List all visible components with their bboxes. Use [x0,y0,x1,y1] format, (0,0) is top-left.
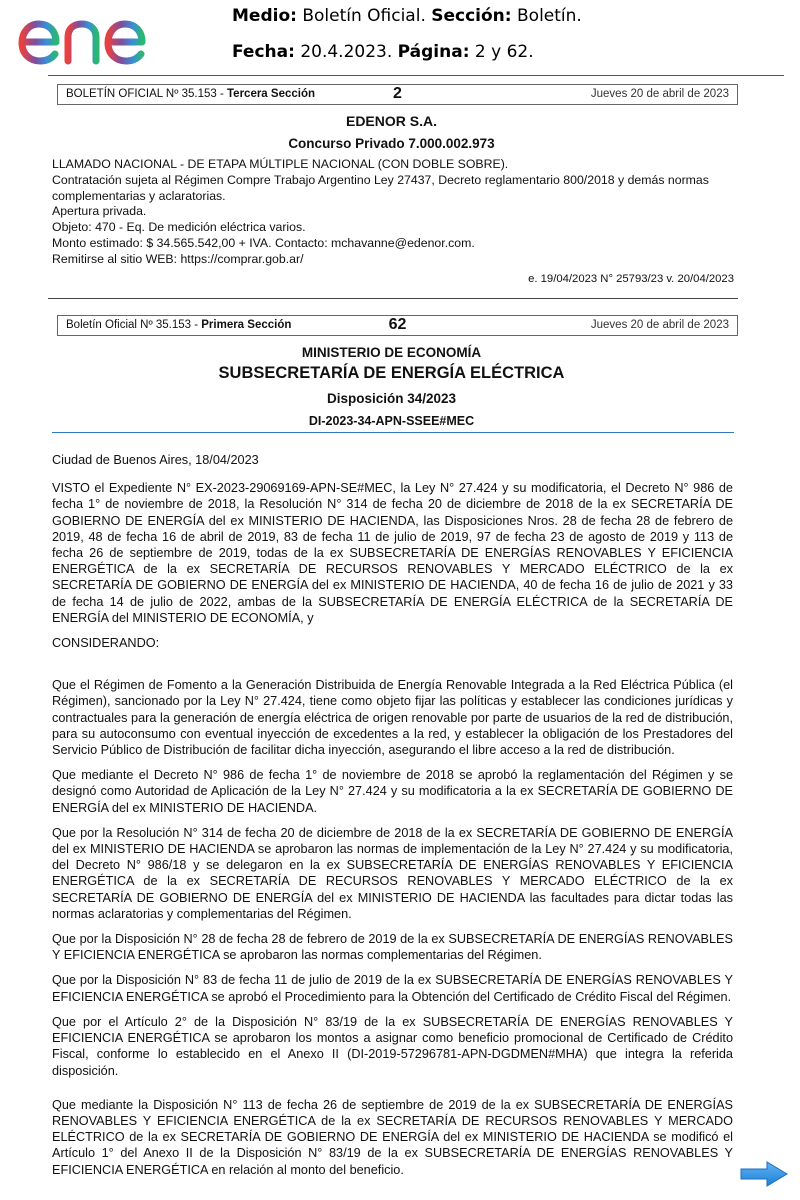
media-label: Medio: [232,6,297,26]
considerando-paragraph: Que mediante el Decreto N° 986 de fecha 1° de noviembre de 2018 se aprobó la reglamentación del Régimen y se designó como Autoridad de Aplicación de la Ley N° 27.424 y su modificatoria a la ex SECRETARÍA DE GOBIERNO DE ENERGÍA del ex MINISTERIO DE HACIENDA. [52,768,733,815]
considerando-paragraph: Que por la Resolución N° 314 de fecha 20 de diciembre de 2018 de la ex SECRETARÍA DE GOBIERNO DE ENERGÍA del ex MINISTERIO DE HACIENDA se aprobaron las normas de implementación de la Ley N° 27.424 y su modificatoria, del Decreto N° 986/18 y se delegaron en la ex SUBSECRETARÍA DE ENERGÍAS RENOVABLES Y EFICIENCIA ENERGÉTICA de la ex SECRETARÍA DE RECURSOS RENOVABLES Y MERCADO ELÉCTRICO de la ex SECRETARÍA DE GOBIERNO DE ENERGÍA del ex MINISTERIO DE HACIENDA las facultades para dictar todas las normas aclaratorias y complementarias del Régimen. [52,825,733,921]
notice-subtitle: Concurso Privado 7.000.002.973 [288,136,495,151]
title-underline [52,432,734,433]
disposicion-title: Disposición 34/2023 [326,391,457,406]
masthead-date: Jueves 20 de abril de 2023 [590,88,729,100]
considerando-paragraph: Que por la Disposición N° 83 de fecha 11 de julio de 2019 de la ex SUBSECRETARÍA DE ENERGÍAS RENOVABLES Y EFICIENCIA ENERGÉTICA se aprobó el Procedimiento para la Obtención del Certificado de Crédito Fiscal del Régimen. [52,973,733,1004]
page-label: Página: [397,42,470,62]
notice-line: Apertura privada. [52,204,147,219]
visto-paragraph: VISTO el Expediente N° EX-2023-29069169-APN-SE#MEC, la Ley N° 27.424 y su modificatoria, el Decreto N° 986 de fecha 1° de noviembre de 2018, la Resolución N° 314 de fecha 20 de diciembre de 2018 de la ex SECRETARÍA DE GOBIERNO DE ENERGÍA del ex MINISTERIO DE HACIENDA, las Disposiciones Nros. 28 de fecha 28 de febrero de 2019, 48 de fecha 16 de abril de 2019, 83 de fecha 11 de julio de 2019, 97 de fecha 23 de agosto de 2019 y 113 de fecha 26 de septiembre de 2019, todas de la ex SUBSECRETARÍA DE ENERGÍAS RENOVABLES Y EFICIENCIA ENERGÉTICA de la ex SECRETARÍA DE RECURSOS RENOVABLES Y MERCADO ELÉCTRICO de la ex SECRETARÍA DE GOBIERNO DE ENERGÍA del ex MINISTERIO DE HACIENDA, 40 de fecha 16 de julio de 2021 y 33 de fecha 14 de julio de 2022, ambas de la SUBSECRETARÍA DE ENERGÍA ELÉCTRICA de la SECRETARÍA DE ENERGÍA del MINISTERIO DE ECONOMÍA, y [52,481,733,625]
masthead-tercera-seccion [57,84,738,105]
section-label: Sección: [431,6,512,26]
media-value: Boletín Oficial. [302,6,426,26]
masthead-left: BOLETÍN OFICIAL Nº 35.153 - Tercera Sección [66,88,316,100]
date-value: 20.4.2023. [300,42,393,62]
enel-logo [16,4,184,68]
masthead-primera-seccion [57,315,738,336]
considerando-paragraph: Que el Régimen de Fomento a la Generación Distribuida de Energía Renovable Integrada a la Red Eléctrica Pública (el Régimen), sancionado por la Ley N° 27.424, tiene como objeto fijar las políticas y establecer las condiciones jurídicas y contractuales para la generación de energía eléctrica de origen renovable por parte de usuarios de la red de distribución, para su autoconsumo con eventual inyección de excedentes a la red, y establecer la obligación de los Prestadores del Servicio Público de Distribución de facilitar dicha inyección, asegurando el libre acceso a la red de distribución. [52,678,733,758]
notice-line: Contratación sujeta al Régimen Compre Trabajo Argentino Ley 27437, Decreto reglamentario 800/2018 y demás normas complementarias y aclaratorias. [52,172,709,203]
ministry-title: MINISTERIO DE ECONOMÍA [301,345,482,360]
considerando-heading: CONSIDERANDO: [52,636,160,651]
notice-title: EDENOR S.A. [345,113,437,129]
notice-line: Remitirse al sitio WEB: https://comprar.gob.ar/ [52,251,304,266]
section-value: Boletín. [517,6,582,26]
notice-line: Monto estimado: $ 34.565.542,00 + IVA. Contacto: mchavanne@edenor.com. [52,235,475,250]
disposicion-body [52,452,733,1187]
page-value: 2 y 62. [474,42,534,62]
arrow-right-icon[interactable] [739,1160,789,1188]
masthead-left: Boletín Oficial Nº 35.153 - Primera Sección [66,319,292,331]
masthead-page-number: 62 [388,316,407,333]
notice-body [52,157,736,268]
header-divider [48,75,784,76]
city-date: Ciudad de Buenos Aires, 18/04/2023 [52,453,259,467]
notice-footer-ref: e. 19/04/2023 N° 25793/23 v. 20/04/2023 [528,273,734,285]
date-info [232,42,534,62]
masthead-date: Jueves 20 de abril de 2023 [590,319,729,331]
considerando-paragraph: Que por la Disposición N° 28 de fecha 28 de febrero de 2019 de la ex SUBSECRETARÍA DE ENERGÍAS RENOVABLES Y EFICIENCIA ENERGÉTICA se aprobaron las normas complementarias del Régimen. [52,932,733,963]
masthead-page-number: 2 [393,85,402,102]
section-divider [48,298,738,299]
subsecretaria-title: SUBSECRETARÍA DE ENERGÍA ELÉCTRICA [218,364,565,382]
considerando-paragraph: Que por el Artículo 2° de la Disposición N° 83/19 de la ex SUBSECRETARÍA DE ENERGÍAS RENOVABLES Y EFICIENCIA ENERGÉTICA se aprobaron los montos a asignar como beneficio promocional de Certificado de Crédito Fiscal, conforme lo establecido en el Anexo II (DI-2019-57296781-APN-DGDMEN#MHA) que integra la referida disposición. [52,1014,733,1078]
disposicion-code: DI-2023-34-APN-SSEE#MEC [308,414,475,428]
date-label: Fecha: [232,42,295,62]
considerando-paragraph: Que mediante la Disposición N° 113 de fecha 26 de septiembre de 2019 de la ex SUBSECRETARÍA DE ENERGÍAS RENOVABLES Y EFICIENCIA ENERGÉTICA de la ex SECRETARÍA DE RECURSOS RENOVABLES Y MERCADO ELÉCTRICO de la ex SECRETARÍA DE GOBIERNO DE ENERGÍA del ex MINISTERIO DE HACIENDA se modificó el Artículo 1° del Anexo II de la Disposición N° 83/19 de la ex SUBSECRETARÍA DE ENERGÍAS RENOVABLES Y EFICIENCIA ENERGÉTICA en relación al monto del beneficio. [52,1097,733,1177]
notice-line: Objeto: 470 - Eq. De medición eléctrica varios. [52,220,306,235]
media-info [232,6,582,26]
notice-line: LLAMADO NACIONAL - DE ETAPA MÚLTIPLE NACIONAL (CON DOBLE SOBRE). [52,157,509,171]
